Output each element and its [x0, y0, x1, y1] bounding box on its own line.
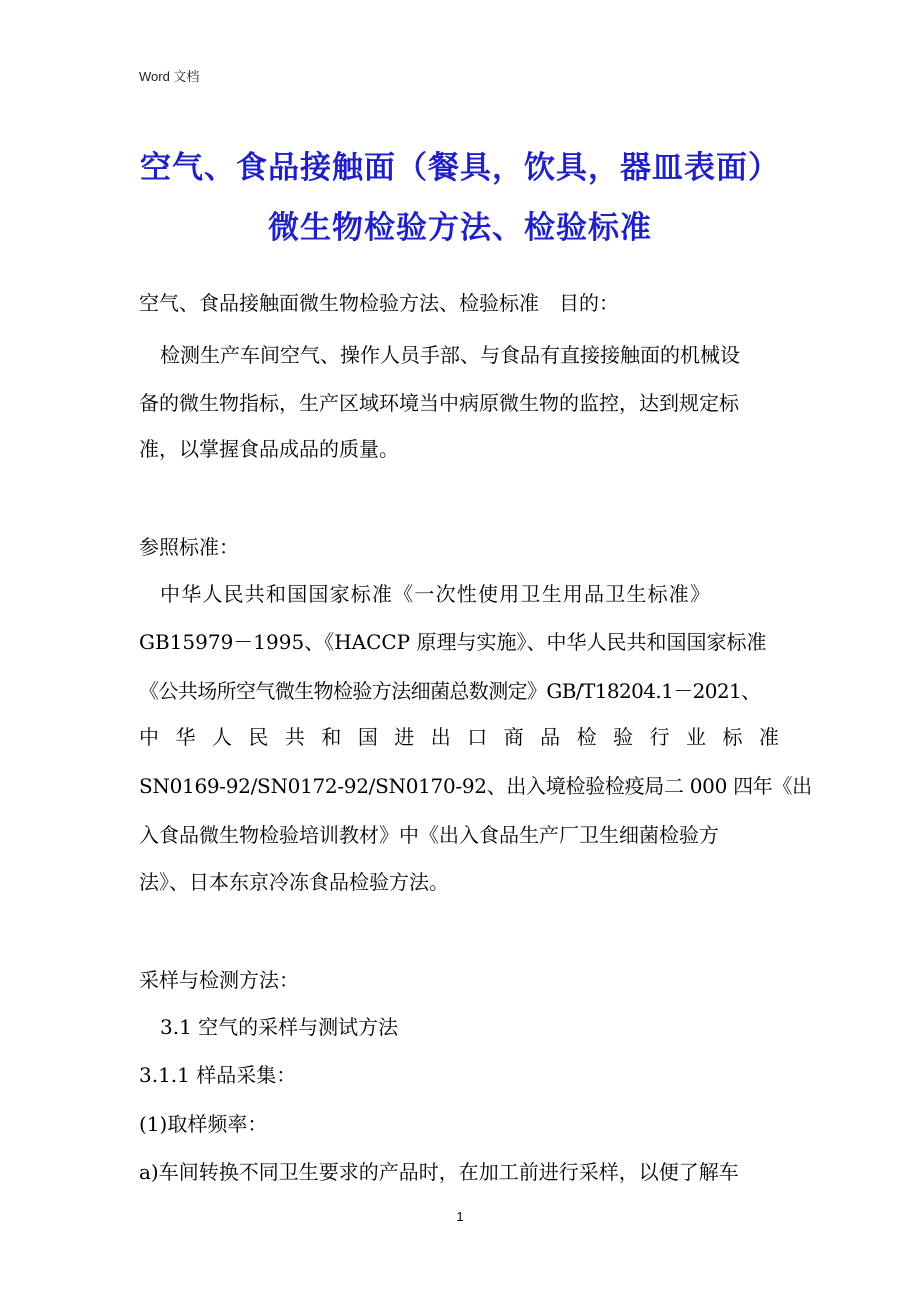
- method-heading: 采样与检测方法：: [139, 968, 299, 992]
- paragraph-purpose-line-1: 检测生产车间空气、操作人员手部、与食品有直接接触面的机械设: [160, 343, 740, 367]
- char: 国: [357, 725, 378, 749]
- char: 共: [284, 725, 305, 749]
- page-number: 1: [456, 1209, 464, 1224]
- reference-line-4: [139, 723, 779, 751]
- char: 中: [139, 725, 159, 749]
- char: 准: [758, 725, 779, 749]
- item-a: a)车间转换不同卫生要求的产品时，在加工前进行采样，以便了解车: [139, 1160, 739, 1184]
- char: 标: [722, 725, 743, 749]
- reference-line-7: 法》、日本东京冷冻食品检验方法。: [139, 870, 449, 894]
- char: 进: [394, 725, 415, 749]
- reference-line-6: 入食品微生物检验培训教材》中《出入食品生产厂卫生细菌检验方: [139, 823, 719, 847]
- paragraph-purpose-line-2: 备的微生物指标，生产区域环境当中病原微生物的监控，达到规定标: [139, 391, 739, 415]
- section-3-1: 3.1 空气的采样与测试方法: [160, 1015, 399, 1039]
- sampling-frequency: (1)取样频率：: [139, 1112, 268, 1136]
- char: 人: [211, 725, 232, 749]
- char: 商: [503, 725, 524, 749]
- char: 华: [175, 725, 196, 749]
- document-title-line-2: 微生物检验方法、检验标准: [268, 210, 652, 246]
- char: 出: [430, 725, 451, 749]
- char: 检: [576, 725, 597, 749]
- char: 行: [649, 725, 670, 749]
- paragraph-purpose-line-3: 准，以掌握食品成品的质量。: [139, 437, 399, 461]
- char: 口: [467, 725, 488, 749]
- char: 民: [248, 725, 269, 749]
- char: 品: [540, 725, 561, 749]
- reference-line-1: 中华人民共和国国家标准《一次性使用卫生用品卫生标准》: [160, 582, 712, 606]
- document-title-line-1: 空气、食品接触面（餐具，饮具，器皿表面）: [140, 150, 780, 186]
- reference-line-5: SN0169-92/SN0172-92/SN0170-92、出入境检验检疫局二 000 四年《出: [139, 774, 812, 798]
- char: 验: [613, 725, 634, 749]
- reference-line-3: 《公共场所空气微生物检验方法细菌总数测定》GB/T18204.1－2021、: [139, 679, 761, 703]
- reference-line-2: GB15979－1995、《HACCP 原理与实施》、中华人民共和国国家标准: [139, 630, 767, 654]
- section-3-1-1: 3.1.1 样品采集：: [139, 1063, 297, 1087]
- reference-heading: 参照标准：: [139, 535, 239, 559]
- char: 业: [686, 725, 707, 749]
- char: 和: [321, 725, 342, 749]
- page-header: Word 文档: [139, 69, 200, 84]
- paragraph-intro: 空气、食品接触面微生物检验方法、检验标准 目的：: [139, 291, 619, 315]
